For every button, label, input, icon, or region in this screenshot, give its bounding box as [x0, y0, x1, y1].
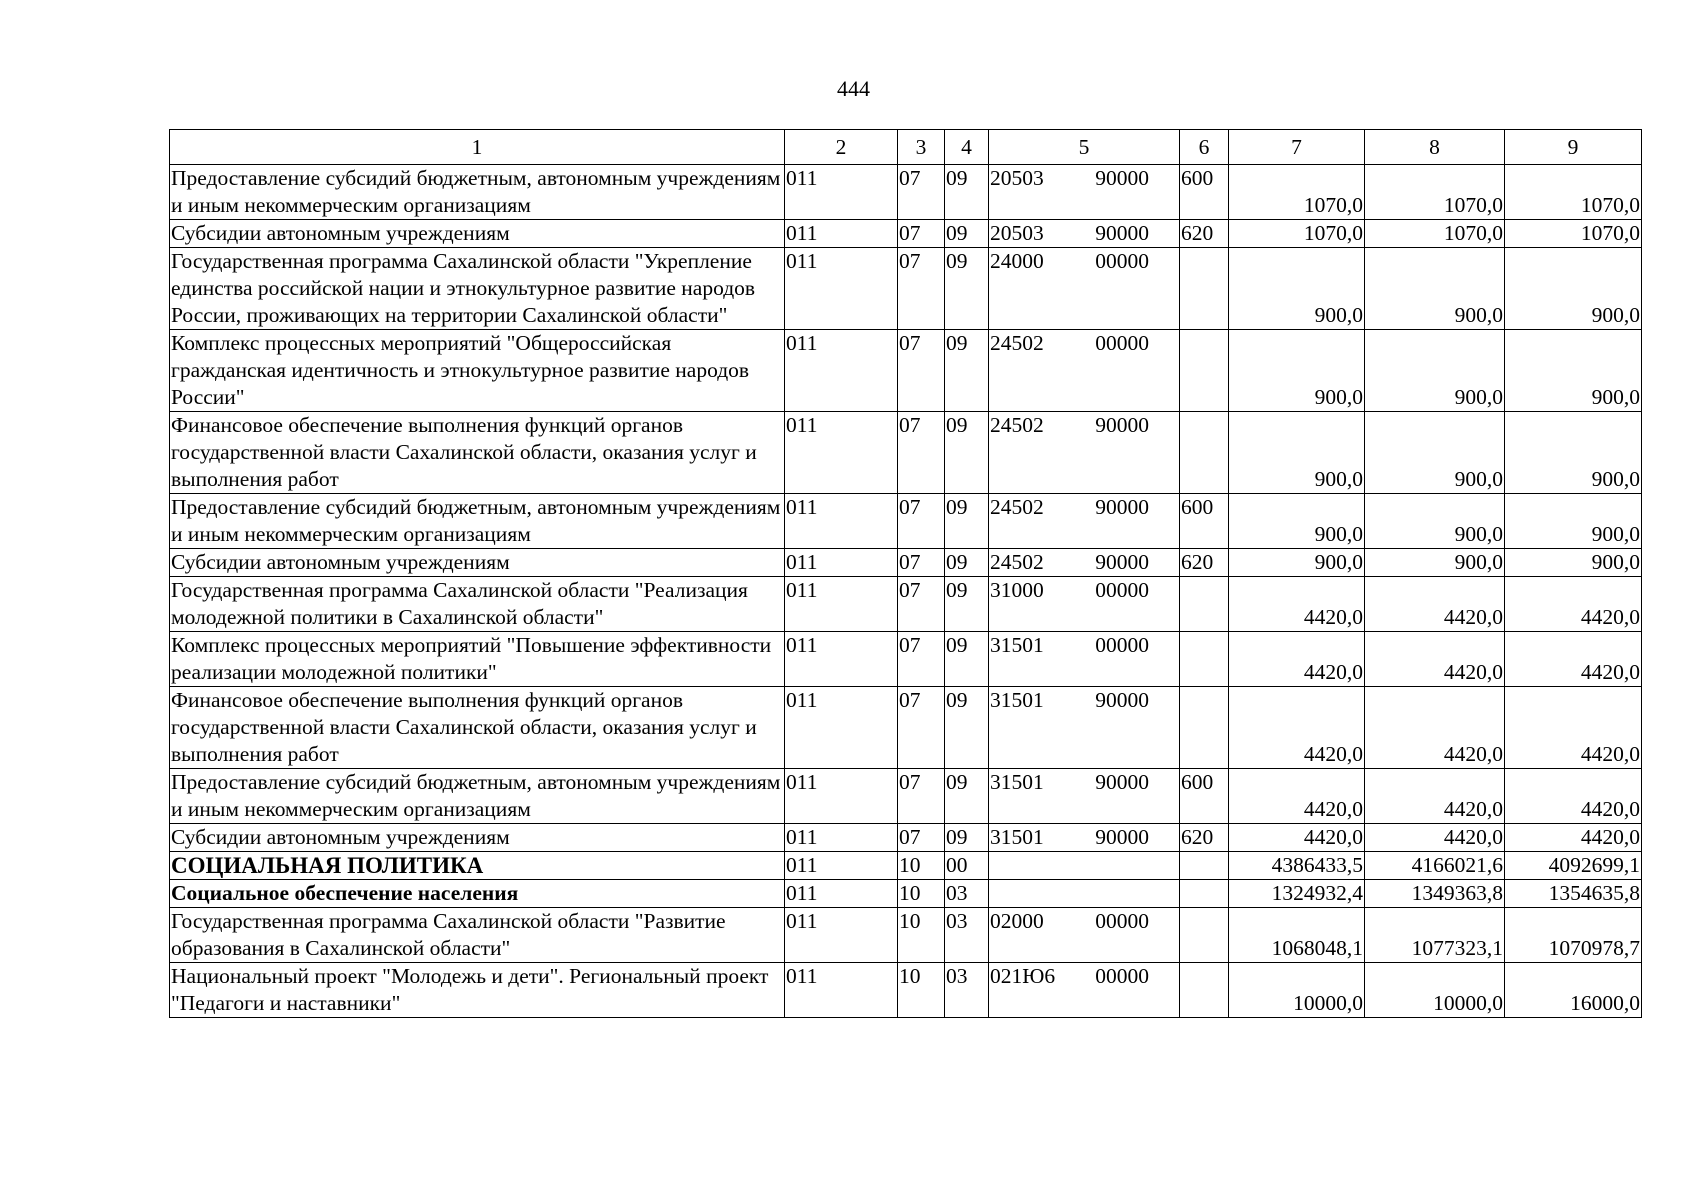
target-article-program: 31000 — [990, 578, 1044, 602]
section-code-cell: 10 — [898, 963, 945, 1018]
row-name-cell: Государственная программа Сахалинской области "Реализация молодежной политики в Сахалинской области" — [170, 577, 785, 632]
target-article-wrap — [989, 687, 1179, 714]
table-row — [170, 852, 1642, 880]
target-article-cell — [989, 412, 1180, 494]
subsection-code-cell: 09 — [945, 824, 989, 852]
expense-type-cell — [1180, 963, 1229, 1018]
expense-type-cell: 600 — [1180, 165, 1229, 220]
page-number: 444 — [837, 76, 870, 101]
row-name-cell: Предоставление субсидий бюджетным, автономным учреждениям и иным некоммерческим организациям — [170, 165, 785, 220]
target-article-program: 24502 — [990, 495, 1044, 519]
amount-2027-cell: 900,0 — [1505, 494, 1642, 549]
target-article-direction: 90000 — [1095, 413, 1149, 437]
target-article-direction: 90000 — [1095, 825, 1149, 849]
table-row — [170, 330, 1642, 412]
row-name-cell: Государственная программа Сахалинской области "Развитие образования в Сахалинской области" — [170, 908, 785, 963]
amount-2027-cell: 900,0 — [1505, 412, 1642, 494]
subsection-code-cell: 09 — [945, 769, 989, 824]
table-row — [170, 632, 1642, 687]
target-article-cell — [989, 494, 1180, 549]
target-article-program: 31501 — [990, 825, 1044, 849]
table-row — [170, 908, 1642, 963]
target-article-cell — [989, 165, 1180, 220]
amount-2027-cell: 4092699,1 — [1505, 852, 1642, 880]
target-article-program: 24000 — [990, 249, 1044, 273]
amount-2025-cell: 4420,0 — [1229, 632, 1365, 687]
expense-type-cell: 600 — [1180, 769, 1229, 824]
target-article-program: 02000 — [990, 909, 1044, 933]
ministry-code-cell: 011 — [785, 632, 898, 687]
subsection-code-cell: 09 — [945, 632, 989, 687]
section-code-cell: 10 — [898, 880, 945, 908]
target-article-direction: 00000 — [1095, 249, 1149, 273]
section-code-cell: 07 — [898, 494, 945, 549]
expense-type-cell: 620 — [1180, 220, 1229, 248]
row-name-cell: Субсидии автономным учреждениям — [170, 220, 785, 248]
table-row — [170, 577, 1642, 632]
ministry-code-cell: 011 — [785, 165, 898, 220]
amount-2025-cell: 4386433,5 — [1229, 852, 1365, 880]
amount-2026-cell: 900,0 — [1365, 412, 1505, 494]
column-header: 7 — [1229, 130, 1365, 165]
column-header: 1 — [170, 130, 785, 165]
expense-type-cell — [1180, 412, 1229, 494]
target-article-direction: 90000 — [1095, 495, 1149, 519]
amount-2026-cell: 4420,0 — [1365, 687, 1505, 769]
target-article-wrap — [989, 769, 1179, 796]
ministry-code-cell: 011 — [785, 412, 898, 494]
section-code-cell: 10 — [898, 908, 945, 963]
section-code-cell: 07 — [898, 824, 945, 852]
target-article-cell — [989, 577, 1180, 632]
subsection-code-cell: 09 — [945, 412, 989, 494]
ministry-code-cell: 011 — [785, 824, 898, 852]
table-row — [170, 165, 1642, 220]
row-name-cell: Предоставление субсидий бюджетным, автономным учреждениям и иным некоммерческим организациям — [170, 494, 785, 549]
ministry-code-cell: 011 — [785, 494, 898, 549]
expense-type-cell — [1180, 330, 1229, 412]
section-code-cell: 07 — [898, 687, 945, 769]
amount-2027-cell: 4420,0 — [1505, 769, 1642, 824]
subsection-code-cell: 00 — [945, 852, 989, 880]
table-row — [170, 824, 1642, 852]
row-name-cell: Национальный проект "Молодежь и дети". Региональный проект "Педагоги и наставники" — [170, 963, 785, 1018]
target-article-program: 24502 — [990, 550, 1044, 574]
target-article-wrap — [989, 963, 1179, 990]
row-name-cell: Комплекс процессных мероприятий "Общероссийская гражданская идентичность и этнокультурное развитие народов России" — [170, 330, 785, 412]
row-name-cell: Субсидии автономным учреждениям — [170, 824, 785, 852]
target-article-program: 24502 — [990, 413, 1044, 437]
column-header: 4 — [945, 130, 989, 165]
table-row — [170, 549, 1642, 577]
target-article-cell — [989, 963, 1180, 1018]
column-header: 3 — [898, 130, 945, 165]
target-article-direction: 90000 — [1095, 166, 1149, 190]
target-article-wrap — [989, 330, 1179, 357]
expense-type-cell: 620 — [1180, 549, 1229, 577]
amount-2026-cell: 1349363,8 — [1365, 880, 1505, 908]
target-article-direction: 90000 — [1095, 550, 1149, 574]
amount-2026-cell: 900,0 — [1365, 549, 1505, 577]
expense-type-cell — [1180, 908, 1229, 963]
amount-2027-cell: 4420,0 — [1505, 687, 1642, 769]
expense-type-cell — [1180, 880, 1229, 908]
target-article-cell — [989, 549, 1180, 577]
expense-type-cell: 600 — [1180, 494, 1229, 549]
target-article-wrap — [989, 220, 1179, 247]
target-article-wrap — [989, 632, 1179, 659]
amount-2026-cell: 4420,0 — [1365, 577, 1505, 632]
expense-type-cell: 620 — [1180, 824, 1229, 852]
amount-2027-cell: 900,0 — [1505, 549, 1642, 577]
amount-2026-cell: 1070,0 — [1365, 165, 1505, 220]
section-code-cell: 07 — [898, 412, 945, 494]
row-name-cell: Предоставление субсидий бюджетным, автономным учреждениям и иным некоммерческим организациям — [170, 769, 785, 824]
target-article-wrap — [989, 412, 1179, 439]
row-name-cell: Субсидии автономным учреждениям — [170, 549, 785, 577]
amount-2026-cell: 4166021,6 — [1365, 852, 1505, 880]
target-article-program: 24502 — [990, 331, 1044, 355]
target-article-wrap — [989, 165, 1179, 192]
section-code-cell: 07 — [898, 769, 945, 824]
ministry-code-cell: 011 — [785, 880, 898, 908]
expense-type-cell — [1180, 632, 1229, 687]
amount-2025-cell: 1324932,4 — [1229, 880, 1365, 908]
target-article-direction: 00000 — [1095, 964, 1149, 988]
ministry-code-cell: 011 — [785, 248, 898, 330]
ministry-code-cell: 011 — [785, 852, 898, 880]
section-code-cell: 07 — [898, 220, 945, 248]
subsection-code-cell: 09 — [945, 549, 989, 577]
table-row — [170, 220, 1642, 248]
amount-2026-cell: 900,0 — [1365, 330, 1505, 412]
amount-2026-cell: 900,0 — [1365, 494, 1505, 549]
ministry-code-cell: 011 — [785, 549, 898, 577]
amount-2026-cell: 4420,0 — [1365, 769, 1505, 824]
expense-type-cell — [1180, 852, 1229, 880]
amount-2025-cell: 900,0 — [1229, 330, 1365, 412]
target-article-cell — [989, 220, 1180, 248]
ministry-code-cell: 011 — [785, 330, 898, 412]
target-article-program: 31501 — [990, 688, 1044, 712]
table-row — [170, 880, 1642, 908]
column-header: 6 — [1180, 130, 1229, 165]
subsection-code-cell: 09 — [945, 687, 989, 769]
ministry-code-cell: 011 — [785, 577, 898, 632]
section-code-cell: 07 — [898, 632, 945, 687]
subsection-code-cell: 09 — [945, 248, 989, 330]
column-header: 5 — [989, 130, 1180, 165]
amount-2027-cell: 1354635,8 — [1505, 880, 1642, 908]
table-row — [170, 494, 1642, 549]
budget-table — [169, 129, 1642, 1018]
amount-2025-cell: 10000,0 — [1229, 963, 1365, 1018]
ministry-code-cell: 011 — [785, 220, 898, 248]
row-name-cell: Финансовое обеспечение выполнения функций органов государственной власти Сахалинской области, оказания услуг и выполнения работ — [170, 412, 785, 494]
table-row — [170, 687, 1642, 769]
row-name-cell: СОЦИАЛЬНАЯ ПОЛИТИКА — [170, 852, 785, 880]
section-code-cell: 07 — [898, 330, 945, 412]
table-row — [170, 248, 1642, 330]
expense-type-cell — [1180, 687, 1229, 769]
target-article-wrap — [989, 494, 1179, 521]
amount-2027-cell: 4420,0 — [1505, 577, 1642, 632]
column-header: 9 — [1505, 130, 1642, 165]
amount-2026-cell: 1070,0 — [1365, 220, 1505, 248]
amount-2026-cell: 10000,0 — [1365, 963, 1505, 1018]
row-name-cell: Социальное обеспечение населения — [170, 880, 785, 908]
column-header: 2 — [785, 130, 898, 165]
amount-2027-cell: 900,0 — [1505, 248, 1642, 330]
amount-2026-cell: 900,0 — [1365, 248, 1505, 330]
amount-2027-cell: 1070978,7 — [1505, 908, 1642, 963]
subsection-code-cell: 09 — [945, 494, 989, 549]
table-row — [170, 963, 1642, 1018]
amount-2027-cell: 4420,0 — [1505, 632, 1642, 687]
row-name-cell: Государственная программа Сахалинской области "Укрепление единства российской нации и этнокультурное развитие народов России, проживающих на территории Сахалинской области" — [170, 248, 785, 330]
ministry-code-cell: 011 — [785, 687, 898, 769]
subsection-code-cell: 09 — [945, 220, 989, 248]
amount-2025-cell: 4420,0 — [1229, 577, 1365, 632]
target-article-program: 20503 — [990, 221, 1044, 245]
row-name-cell: Комплекс процессных мероприятий "Повышение эффективности реализации молодежной политики" — [170, 632, 785, 687]
subsection-code-cell: 03 — [945, 963, 989, 1018]
section-code-cell: 07 — [898, 165, 945, 220]
subsection-code-cell: 03 — [945, 880, 989, 908]
amount-2025-cell: 4420,0 — [1229, 824, 1365, 852]
target-article-direction: 00000 — [1095, 633, 1149, 657]
amount-2027-cell: 1070,0 — [1505, 220, 1642, 248]
amount-2026-cell: 4420,0 — [1365, 824, 1505, 852]
target-article-program: 021Ю6 — [990, 964, 1056, 988]
target-article-wrap — [989, 908, 1179, 935]
amount-2027-cell: 4420,0 — [1505, 824, 1642, 852]
target-article-cell — [989, 769, 1180, 824]
section-code-cell: 07 — [898, 248, 945, 330]
target-article-direction: 00000 — [1095, 331, 1149, 355]
target-article-cell — [989, 248, 1180, 330]
target-article-wrap — [989, 577, 1179, 604]
amount-2025-cell: 4420,0 — [1229, 687, 1365, 769]
column-number-row — [170, 130, 1642, 165]
section-code-cell: 07 — [898, 549, 945, 577]
subsection-code-cell: 09 — [945, 577, 989, 632]
target-article-cell — [989, 908, 1180, 963]
subsection-code-cell: 09 — [945, 165, 989, 220]
amount-2027-cell: 16000,0 — [1505, 963, 1642, 1018]
expense-type-cell — [1180, 248, 1229, 330]
ministry-code-cell: 011 — [785, 908, 898, 963]
column-header: 8 — [1365, 130, 1505, 165]
target-article-program: 31501 — [990, 770, 1044, 794]
ministry-code-cell: 011 — [785, 769, 898, 824]
amount-2025-cell: 900,0 — [1229, 248, 1365, 330]
amount-2025-cell: 900,0 — [1229, 412, 1365, 494]
amount-2025-cell: 1070,0 — [1229, 165, 1365, 220]
target-article-direction: 00000 — [1095, 578, 1149, 602]
section-code-cell: 10 — [898, 852, 945, 880]
target-article-program: 31501 — [990, 633, 1044, 657]
target-article-direction: 00000 — [1095, 909, 1149, 933]
ministry-code-cell: 011 — [785, 963, 898, 1018]
amount-2025-cell: 1070,0 — [1229, 220, 1365, 248]
amount-2027-cell: 1070,0 — [1505, 165, 1642, 220]
amount-2026-cell: 4420,0 — [1365, 632, 1505, 687]
row-name-cell: Финансовое обеспечение выполнения функций органов государственной власти Сахалинской области, оказания услуг и выполнения работ — [170, 687, 785, 769]
expense-type-cell — [1180, 577, 1229, 632]
subsection-code-cell: 09 — [945, 330, 989, 412]
target-article-cell — [989, 632, 1180, 687]
target-article-direction: 90000 — [1095, 221, 1149, 245]
target-article-direction: 90000 — [1095, 770, 1149, 794]
target-article-program: 20503 — [990, 166, 1044, 190]
subsection-code-cell: 03 — [945, 908, 989, 963]
target-article-wrap — [989, 549, 1179, 576]
table-row — [170, 769, 1642, 824]
section-code-cell: 07 — [898, 577, 945, 632]
amount-2026-cell: 1077323,1 — [1365, 908, 1505, 963]
target-article-cell — [989, 824, 1180, 852]
amount-2025-cell: 900,0 — [1229, 549, 1365, 577]
target-article-cell — [989, 330, 1180, 412]
target-article-wrap — [989, 248, 1179, 275]
amount-2027-cell: 900,0 — [1505, 330, 1642, 412]
amount-2025-cell: 1068048,1 — [1229, 908, 1365, 963]
table-row — [170, 412, 1642, 494]
amount-2025-cell: 4420,0 — [1229, 769, 1365, 824]
target-article-wrap — [989, 824, 1179, 851]
target-article-cell — [989, 880, 1180, 908]
target-article-cell — [989, 687, 1180, 769]
amount-2025-cell: 900,0 — [1229, 494, 1365, 549]
target-article-cell — [989, 852, 1180, 880]
target-article-direction: 90000 — [1095, 688, 1149, 712]
